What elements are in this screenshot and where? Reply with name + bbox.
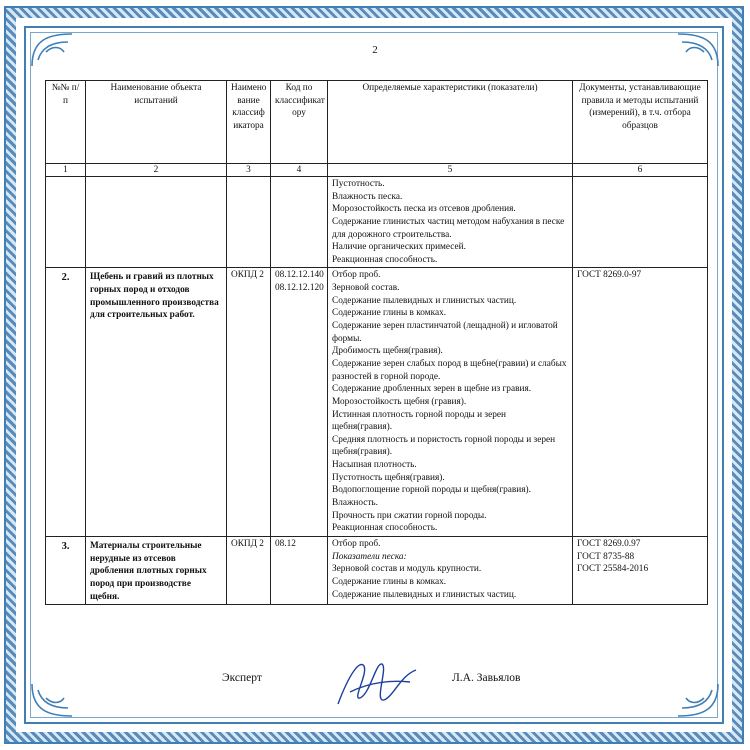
row-number: 2. [46,268,86,536]
characteristic: Наличие органических примесей. [332,242,466,253]
characteristic: Реакционная способность. [332,523,438,534]
test-object: Материалы строительные нерудные из отсевов дробления плотных горных пород при производстве щебня. [86,536,227,604]
column-number: 1 [46,164,86,177]
documents-list [573,536,708,604]
corner-ornament-bottom-right [662,680,722,720]
page-number: 2 [372,44,378,56]
table-row [46,536,708,604]
header-num: №№ п/п [46,81,86,164]
expert-label: Эксперт [222,672,262,684]
classifier: ОКПД 2 [227,268,271,536]
characteristic: Содержание зерен пластинчатой (лещадной) и игловатой формы. [332,321,558,344]
header-code: Код по классификат ору [271,81,328,164]
characteristic: Отбор проб. [332,270,381,281]
classifier [227,177,271,268]
documents-list [573,177,708,268]
characteristic: Прочность при сжатии горной породы. [332,510,487,521]
documents-list [573,268,708,536]
characteristic: Водопоглощение горной породы и щебня(гравия). [332,485,531,496]
header-classifier: Наимено вание классиф икатора [227,81,271,164]
classifier-code: 08.12 [275,538,296,549]
characteristic-subheading: Показатели песка: [332,551,407,562]
corner-ornament-bottom-left [28,680,88,720]
characteristic: Содержание зерен слабых пород в щебне(гравии) и слабых разностей в горной породе. [332,358,567,382]
header-characteristics: Определяемые характеристики (показатели) [328,81,573,164]
standard-document: ГОСТ 8269.0.97 [577,538,641,549]
header-object: Наименование объекта испытаний [86,81,227,164]
row-number [46,177,86,268]
characteristic: Дробимость щебня(гравия). [332,346,443,357]
column-number: 4 [271,164,328,177]
classifier-codes [271,268,328,536]
classifier-codes [271,177,328,268]
classifier: ОКПД 2 [227,536,271,604]
characteristic: Зерновой состав. [332,283,400,294]
test-object: Щебень и гравий из плотных горных пород и отходов промышленного производства для строительных работ. [86,268,227,536]
characteristic: Зерновой состав и модуль крупности. [332,564,482,575]
row-number: 3. [46,536,86,604]
characteristic: Пустотность щебня(гравия). [332,472,445,483]
characteristics-list [328,177,573,268]
column-number: 5 [328,164,573,177]
characteristic: Средняя плотность и пористость горной породы и зерен щебня(гравия). [332,434,556,458]
column-number: 3 [227,164,271,177]
characteristic: Влажность песка. [332,191,403,202]
classifier-codes [271,536,328,604]
characteristics-list [328,536,573,604]
characteristic: Морозостойкость щебня (гравия). [332,396,467,407]
column-number: 2 [86,164,227,177]
characteristic: Пустотность. [332,179,385,189]
characteristic: Содержание пылевидных и глинистых частиц. [332,295,517,306]
signature [330,652,420,712]
classifier-code: 08.12.12.140 [275,270,324,281]
characteristic: Содержание дробленных зерен в щебне из гравия. [332,384,532,395]
characteristic: Содержание глины в комках. [332,576,447,587]
table-row [46,177,708,268]
table-header-row [46,81,708,164]
characteristic: Морозостойкость песка из отсевов дробления. [332,204,516,215]
characteristic: Содержание глины в комках. [332,308,447,319]
characteristic: Отбор проб. [332,538,381,549]
test-object [86,177,227,268]
column-number-row [46,164,708,177]
table-row [46,268,708,536]
characteristics-list [328,268,573,536]
standard-document: ГОСТ 25584-2016 [577,564,649,575]
characteristic: Содержание пылевидных и глинистых частиц. [332,589,517,600]
accreditation-table [45,80,708,605]
characteristic: Насыпная плотность. [332,460,417,471]
standard-document: ГОСТ 8269.0-97 [577,270,642,281]
characteristic: Содержание глинистых частиц методом набухания в песке для дорожного строительства. [332,216,565,240]
characteristic: Реакционная способность. [332,254,438,265]
header-documents: Документы, устанавливающие правила и методы испытаний (измерений), в т.ч. отбора образцов [573,81,708,164]
expert-name: Л.А. Завьялов [452,672,521,684]
standard-document: ГОСТ 8735-88 [577,551,635,562]
characteristic: Истинная плотность горной породы и зерен щебня(гравия). [332,409,506,433]
column-number: 6 [573,164,708,177]
characteristic: Влажность. [332,498,378,509]
classifier-code: 08.12.12.120 [275,283,324,294]
